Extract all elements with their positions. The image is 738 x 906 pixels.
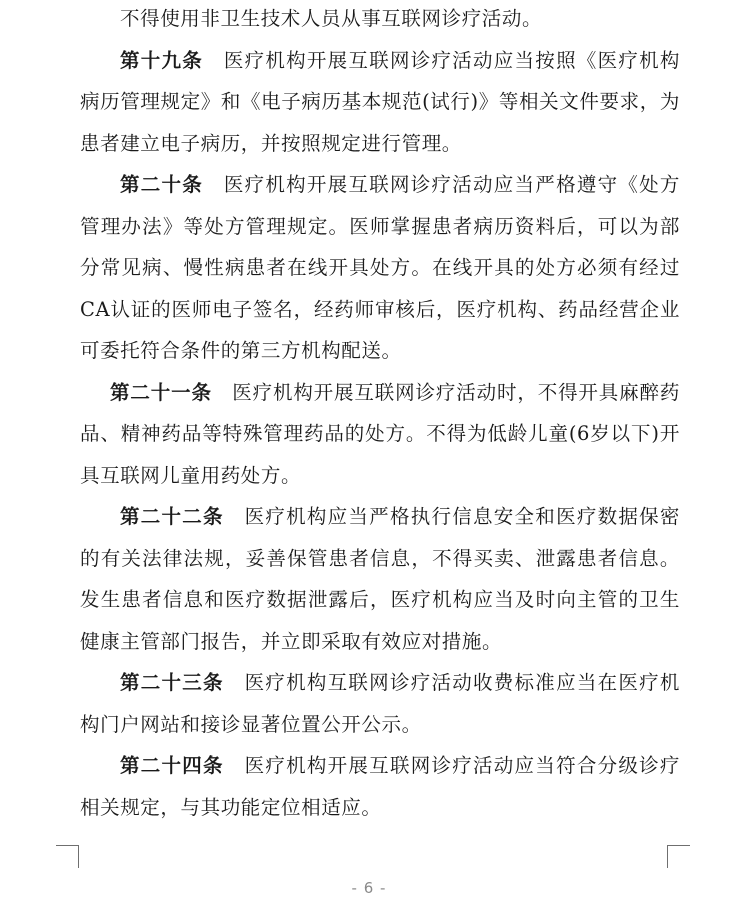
article-number: 第十九条: [120, 48, 204, 72]
article-text: 医疗机构开展互联网诊疗活动应当按照《医疗机构病历管理规定》和《电子病历基本规范(试行)》等相关文件要求，为患者建立电子病历，并按照规定进行管理。: [80, 48, 680, 155]
article-number: 第二十条: [120, 173, 204, 196]
article-text: 医疗机构互联网诊疗活动收费标准应当在医疗机构门户网站和接诊显著位置公开公示。: [80, 671, 680, 736]
article-number: 第二十二条: [120, 505, 224, 528]
article-19: [80, 40, 680, 165]
article-24: [80, 745, 680, 828]
article-text: 医疗机构应当严格执行信息安全和医疗数据保密的有关法律法规，妥善保管患者信息，不得买卖、泄露患者信息。发生患者信息和医疗数据泄露后，医疗机构应当及时向主管的卫生健康主管部门报告，并立即采取有效应对措施。: [80, 505, 680, 653]
article-number: 第二十一条: [110, 380, 212, 404]
article-text: 医疗机构开展互联网诊疗活动时，不得开具麻醉药品、精神药品等特殊管理药品的处方。不得为低龄儿童(6岁以下)开具互联网儿童用药处方。: [80, 380, 680, 487]
article-text: 医疗机构开展互联网诊疗活动应当严格遵守《处方管理办法》等处方管理规定。医师掌握患者病历资料后，可以为部分常见病、慢性病患者在线开具处方。在线开具的处方必须有经过CA认证的医师电子签名，经药师审核后，医疗机构、药品经营企业可委托符合条件的第三方机构配送。: [80, 173, 680, 362]
crop-mark-left: [56, 845, 79, 868]
article-23: [80, 662, 680, 745]
article-21: [80, 372, 680, 497]
article-number: 第二十三条: [120, 671, 224, 694]
crop-mark-right: [667, 845, 690, 868]
article-number: 第二十四条: [120, 754, 224, 777]
article-text: 医疗机构开展互联网诊疗活动应当符合分级诊疗相关规定，与其功能定位相适应。: [80, 754, 680, 819]
page-number: - 6 -: [351, 879, 387, 897]
article-22: [80, 496, 680, 662]
article-20: [80, 164, 680, 372]
continuation-paragraph: 不得使用非卫生技术人员从事互联网诊疗活动。: [120, 7, 543, 30]
document-body: [80, 0, 680, 828]
